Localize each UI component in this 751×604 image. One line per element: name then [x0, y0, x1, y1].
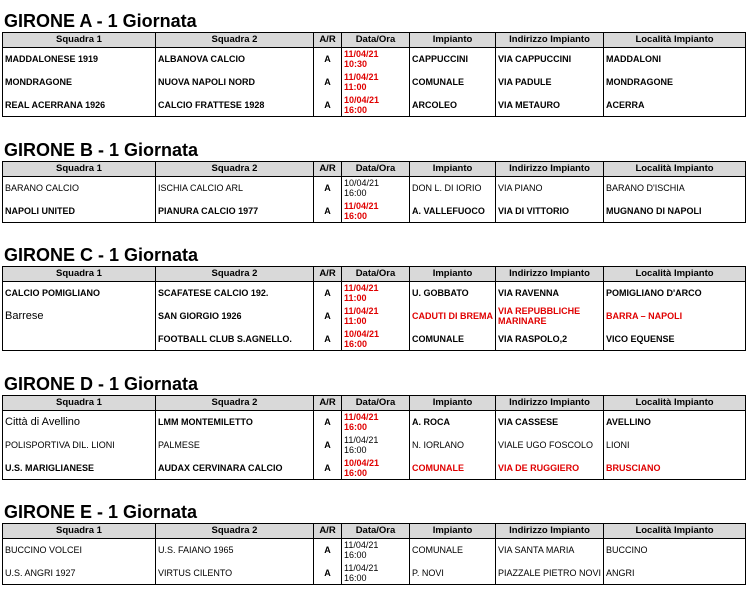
venue-cell: COMUNALE: [410, 457, 496, 480]
column-header: Località Impianto: [604, 524, 746, 539]
fixtures-table: [2, 266, 746, 351]
andata-ritorno-cell: A: [314, 539, 342, 562]
venue-address-cell: VIA RAVENNA: [496, 282, 604, 305]
match-date: 11/04/21: [344, 72, 379, 82]
venue-address-cell: VIA DE RUGGIERO: [496, 457, 604, 480]
team-away-cell: NUOVA NAPOLI NORD: [156, 71, 314, 94]
column-header: Data/Ora: [342, 396, 410, 411]
column-header: Data/Ora: [342, 524, 410, 539]
venue-address-cell: VIA REPUBBLICHE MARINARE: [496, 305, 604, 328]
andata-ritorno-cell: A: [314, 94, 342, 117]
girone-section: [2, 12, 746, 117]
venue-locality-cell: MUGNANO DI NAPOLI: [604, 200, 746, 223]
venue-address-cell: VIALE UGO FOSCOLO: [496, 434, 604, 457]
match-date: 11/04/21: [344, 200, 379, 211]
date-time-cell: [342, 177, 410, 200]
date-time-cell: [342, 328, 410, 351]
team-away-cell: PIANURA CALCIO 1977: [156, 200, 314, 223]
column-header: Data/Ora: [342, 162, 410, 177]
match-date: 10/04/21: [344, 94, 380, 105]
venue-address-cell: VIA PADULE: [496, 71, 604, 94]
match-date: 11/04/21: [344, 562, 379, 573]
team-home-cell: NAPOLI UNITED: [3, 200, 156, 223]
venue-locality-cell: MONDRAGONE: [604, 71, 746, 94]
venue-address-cell: VIA CASSESE: [496, 411, 604, 434]
column-header: Squadra 1: [3, 162, 156, 177]
match-time: 16:00: [344, 445, 367, 455]
venue-locality-cell: VICO EQUENSE: [604, 328, 746, 351]
team-home-cell: U.S. MARIGLIANESE: [3, 457, 156, 480]
team-home-cell: BARANO CALCIO: [3, 177, 156, 200]
match-time: 11:00: [344, 316, 367, 326]
column-header: Località Impianto: [604, 396, 746, 411]
table-row: [3, 94, 746, 117]
andata-ritorno-cell: A: [314, 200, 342, 223]
column-header: Indirizzo Impianto: [496, 524, 604, 539]
andata-ritorno-cell: A: [314, 305, 342, 328]
venue-address-cell: VIA METAURO: [496, 94, 604, 117]
venue-address-cell: PIAZZALE PIETRO NOVI: [496, 562, 604, 585]
match-time: 10:30: [344, 59, 368, 70]
match-time: 16:00: [344, 550, 367, 561]
match-time: 16:00: [344, 210, 368, 221]
andata-ritorno-cell: A: [314, 71, 342, 94]
column-header: Squadra 1: [3, 33, 156, 48]
team-away-cell: U.S. FAIANO 1965: [156, 539, 314, 562]
table-row: [3, 48, 746, 71]
column-header: Squadra 2: [156, 33, 314, 48]
andata-ritorno-cell: A: [314, 48, 342, 71]
team-away-cell: PALMESE: [156, 434, 314, 457]
match-time: 16:00: [344, 572, 367, 583]
team-home-cell: Città di Avellino: [3, 411, 156, 434]
team-away-cell: AUDAX CERVINARA CALCIO: [156, 457, 314, 480]
girone-section: [2, 141, 746, 223]
date-time-cell: [342, 434, 410, 457]
venue-address-cell: VIA PIANO: [496, 177, 604, 200]
date-time-cell: [342, 71, 410, 94]
andata-ritorno-cell: A: [314, 282, 342, 305]
date-time-cell: [342, 457, 410, 480]
venue-cell: CAPPUCCINI: [410, 48, 496, 71]
andata-ritorno-cell: A: [314, 411, 342, 434]
match-time: 16:00: [344, 422, 368, 433]
venue-address-cell: VIA DI VITTORIO: [496, 200, 604, 223]
table-row: [3, 411, 746, 434]
team-home-cell: MADDALONESE 1919: [3, 48, 156, 71]
team-home-cell: REAL ACERRANA 1926: [3, 94, 156, 117]
fixtures-table: [2, 161, 746, 223]
venue-locality-cell: POMIGLIANO D'ARCO: [604, 282, 746, 305]
team-home-cell: POLISPORTIVA DIL. LIONI: [3, 434, 156, 457]
team-home-cell: CALCIO POMIGLIANO: [3, 282, 156, 305]
girone-title: GIRONE A - 1 Giornata: [4, 11, 197, 31]
match-date: 11/04/21: [344, 412, 379, 423]
venue-cell: U. GOBBATO: [410, 282, 496, 305]
column-header: Squadra 2: [156, 524, 314, 539]
venue-cell: N. IORLANO: [410, 434, 496, 457]
table-row: [3, 305, 746, 328]
table-row: [3, 539, 746, 562]
andata-ritorno-cell: A: [314, 562, 342, 585]
team-home-cell: Barrese: [3, 305, 156, 328]
team-home-cell: [3, 328, 156, 351]
column-header: Squadra 1: [3, 396, 156, 411]
venue-cell: DON L. DI IORIO: [410, 177, 496, 200]
venue-locality-cell: ACERRA: [604, 94, 746, 117]
match-time: 16:00: [344, 104, 368, 115]
column-header: Località Impianto: [604, 267, 746, 282]
column-header: Indirizzo Impianto: [496, 33, 604, 48]
venue-locality-cell: BARRA – NAPOLI: [604, 305, 746, 328]
table-row: [3, 177, 746, 200]
column-header: A/R: [314, 162, 342, 177]
table-row: [3, 200, 746, 223]
team-home-cell: BUCCINO VOLCEI: [3, 539, 156, 562]
andata-ritorno-cell: A: [314, 434, 342, 457]
column-header: Data/Ora: [342, 267, 410, 282]
column-header: Squadra 1: [3, 524, 156, 539]
match-date: 11/04/21: [344, 540, 379, 551]
column-header: Impianto: [410, 33, 496, 48]
match-time: 16:00: [344, 338, 368, 349]
column-header: Impianto: [410, 396, 496, 411]
venue-locality-cell: LIONI: [604, 434, 746, 457]
venue-locality-cell: BUCCINO: [604, 539, 746, 562]
date-time-cell: [342, 539, 410, 562]
match-date: 11/04/21: [344, 306, 379, 316]
match-date: 11/04/21: [344, 435, 379, 445]
fixtures-table: [2, 32, 746, 117]
girone-title: GIRONE C - 1 Giornata: [4, 245, 199, 265]
match-date: 10/04/21: [344, 328, 380, 339]
date-time-cell: [342, 200, 410, 223]
team-home-cell: U.S. ANGRI 1927: [3, 562, 156, 585]
girone-title: GIRONE B - 1 Giornata: [4, 140, 199, 160]
date-time-cell: [342, 562, 410, 585]
venue-cell: COMUNALE: [410, 71, 496, 94]
girone-section: [2, 246, 746, 351]
andata-ritorno-cell: A: [314, 328, 342, 351]
table-row: [3, 457, 746, 480]
venue-cell: P. NOVI: [410, 562, 496, 585]
venue-cell: COMUNALE: [410, 328, 496, 351]
column-header: Impianto: [410, 524, 496, 539]
andata-ritorno-cell: A: [314, 177, 342, 200]
date-time-cell: [342, 305, 410, 328]
team-away-cell: SAN GIORGIO 1926: [156, 305, 314, 328]
venue-address-cell: VIA CAPPUCCINI: [496, 48, 604, 71]
table-row: [3, 282, 746, 305]
venue-cell: A. ROCA: [410, 411, 496, 434]
match-date: 11/04/21: [344, 283, 379, 294]
venue-locality-cell: ANGRI: [604, 562, 746, 585]
match-time: 11:00: [344, 82, 367, 92]
column-header: Indirizzo Impianto: [496, 162, 604, 177]
date-time-cell: [342, 94, 410, 117]
match-date: 10/04/21: [344, 457, 380, 468]
date-time-cell: [342, 282, 410, 305]
match-time: 11:00: [344, 293, 367, 304]
column-header: Data/Ora: [342, 33, 410, 48]
team-away-cell: ISCHIA CALCIO ARL: [156, 177, 314, 200]
girone-title: GIRONE E - 1 Giornata: [4, 502, 198, 522]
column-header: Indirizzo Impianto: [496, 396, 604, 411]
girone-title: GIRONE D - 1 Giornata: [4, 374, 199, 394]
venue-locality-cell: BARANO D'ISCHIA: [604, 177, 746, 200]
match-date: 11/04/21: [344, 49, 379, 60]
column-header: Località Impianto: [604, 162, 746, 177]
column-header: A/R: [314, 267, 342, 282]
venue-cell: CADUTI DI BREMA: [410, 305, 496, 328]
column-header: Impianto: [410, 162, 496, 177]
venue-locality-cell: AVELLINO: [604, 411, 746, 434]
table-row: [3, 328, 746, 351]
table-row: [3, 562, 746, 585]
date-time-cell: [342, 411, 410, 434]
venue-address-cell: VIA RASPOLO,2: [496, 328, 604, 351]
column-header: Squadra 2: [156, 267, 314, 282]
table-row: [3, 71, 746, 94]
team-away-cell: CALCIO FRATTESE 1928: [156, 94, 314, 117]
column-header: Località Impianto: [604, 33, 746, 48]
column-header: A/R: [314, 396, 342, 411]
venue-cell: A. VALLEFUOCO: [410, 200, 496, 223]
column-header: Squadra 1: [3, 267, 156, 282]
team-away-cell: LMM MONTEMILETTO: [156, 411, 314, 434]
team-away-cell: VIRTUS CILENTO: [156, 562, 314, 585]
venue-locality-cell: BRUSCIANO: [604, 457, 746, 480]
girone-section: [2, 375, 746, 480]
column-header: Indirizzo Impianto: [496, 267, 604, 282]
column-header: Impianto: [410, 267, 496, 282]
match-time: 16:00: [344, 188, 367, 199]
team-home-cell: MONDRAGONE: [3, 71, 156, 94]
column-header: A/R: [314, 33, 342, 48]
fixtures-table: [2, 523, 746, 585]
venue-address-cell: VIA SANTA MARIA: [496, 539, 604, 562]
team-away-cell: SCAFATESE CALCIO 192.: [156, 282, 314, 305]
match-date: 10/04/21: [344, 178, 380, 189]
team-away-cell: FOOTBALL CLUB S.AGNELLO.: [156, 328, 314, 351]
girone-section: [2, 503, 746, 585]
column-header: A/R: [314, 524, 342, 539]
venue-cell: ARCOLEO: [410, 94, 496, 117]
venue-locality-cell: MADDALONI: [604, 48, 746, 71]
fixtures-table: [2, 395, 746, 480]
andata-ritorno-cell: A: [314, 457, 342, 480]
match-time: 16:00: [344, 467, 368, 478]
date-time-cell: [342, 48, 410, 71]
column-header: Squadra 2: [156, 396, 314, 411]
table-row: [3, 434, 746, 457]
team-away-cell: ALBANOVA CALCIO: [156, 48, 314, 71]
column-header: Squadra 2: [156, 162, 314, 177]
venue-cell: COMUNALE: [410, 539, 496, 562]
